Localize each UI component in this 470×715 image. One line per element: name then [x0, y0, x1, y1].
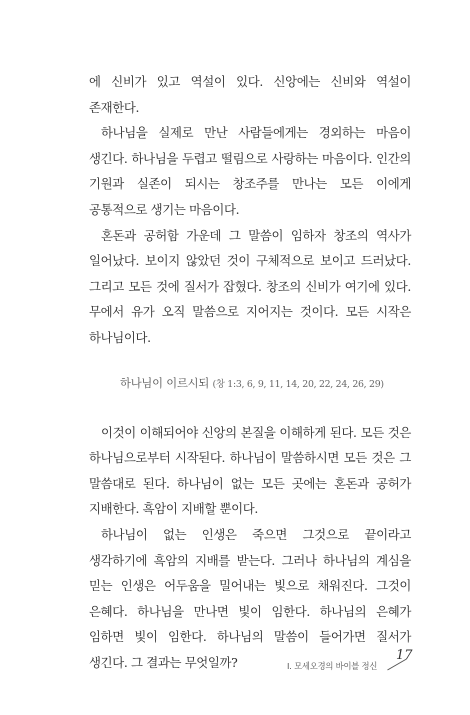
running-footer: I. 모세오경의 바이블 정신 — [287, 661, 378, 671]
paragraph: 이것이 이해되어야 신앙의 본질을 이해하게 된다. 모든 것은 하나님으로부터 시작된다. 하나님이 말씀하시면 모든 것은 그 말씀대로 된다. 하나님이 없는 모든 곳에는 혼돈과 공허가 지배한다. 흑암이 지배할 뿐이다. — [89, 424, 411, 517]
page-number: 17 — [396, 648, 413, 663]
body-text — [89, 69, 411, 675]
paragraph: 하나님을 실제로 만난 사람들에게는 경외하는 마음이 생긴다. 하나님을 두렵고 떨림으로 사랑하는 마음이다. 인간의 기원과 실존이 되시는 창조주를 만나는 모든 이에게 공통적으로 생기는 마음이다. — [89, 125, 411, 217]
scripture-caption — [89, 376, 411, 393]
caption-text: 하나님이 이르시되 — [120, 376, 210, 390]
paragraph: 혼돈과 공허함 가운데 그 말씀이 임하자 창조의 역사가 일어났다. 보이지 않았던 것이 구체적으로 보이고 드러났다. 그리고 모든 것에 질서가 잡혔다. 창조의 신비가 여기에 있다. 무에서 유가 오직 말씀으로 지어지는 것이다. 모든 시작은 하나님이다. — [89, 227, 411, 345]
paragraph: 에 신비가 있고 역설이 있다. 신앙에는 신비와 역설이 존재한다. — [89, 74, 411, 115]
caption-reference: (창 1:3, 6, 9, 11, 14, 20, 22, 24, 26, 29) — [212, 378, 384, 390]
paragraph: 하나님이 없는 인생은 죽으면 그것으로 끝이라고 생각하기에 흑암의 지배를 받는다. 그러나 하나님의 계심을 믿는 인생은 어두움을 밀어내는 빛으로 채워진다. 그것이 은혜다. 하나님을 만나면 빛이 임한다. 하나님의 은혜가 임하면 빛이 임한다. 하나님의 말씀이 들어가면 질서가 생긴다. 그 결과는 무엇일까? — [89, 526, 411, 670]
